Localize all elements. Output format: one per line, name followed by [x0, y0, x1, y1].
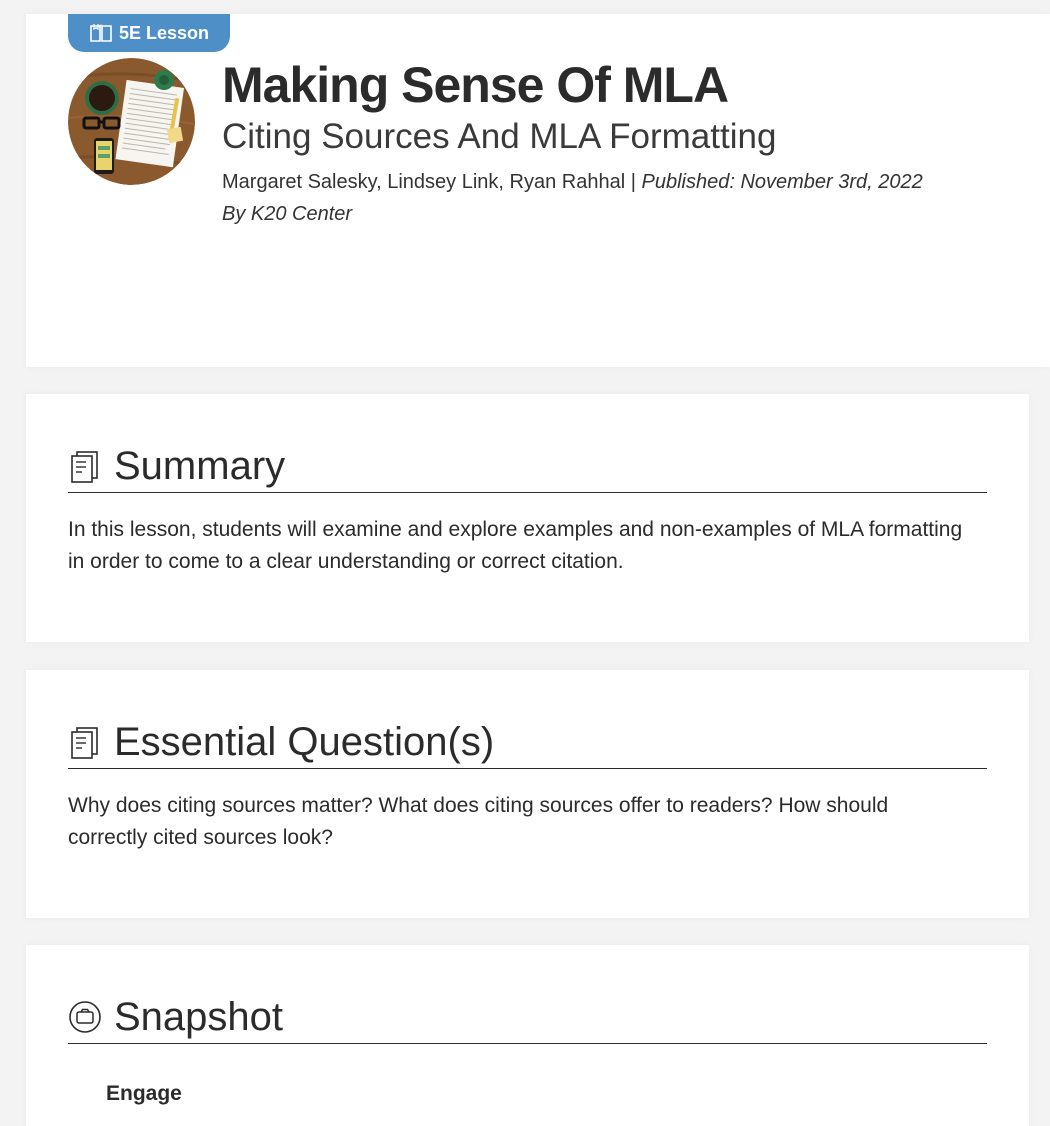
- page-title: Making Sense Of MLA: [222, 57, 729, 113]
- page-subtitle: Citing Sources And MLA Formatting: [222, 117, 777, 156]
- document-icon: [68, 449, 102, 483]
- published-date: Published: November 3rd, 2022: [641, 171, 923, 193]
- authors: Margaret Salesky, Lindsey Link, Ryan Rahhal |: [222, 171, 642, 193]
- lesson-title-block: [222, 54, 1022, 230]
- snapshot-title: Snapshot: [114, 995, 284, 1039]
- essential-questions-text: Why does citing sources matter? What does citing sources offer to readers? How should correctly cited sources look?: [68, 794, 889, 849]
- snapshot-heading: [68, 991, 987, 1044]
- snapshot-section: [26, 945, 1029, 1126]
- camera-icon: [68, 1000, 102, 1034]
- publisher: By K20 Center: [222, 203, 353, 225]
- summary-title: Summary: [114, 444, 286, 488]
- summary-heading: [68, 440, 987, 493]
- author-line: [222, 166, 1022, 198]
- document-icon: [68, 725, 102, 759]
- essential-questions-title: Essential Question(s): [114, 720, 495, 764]
- lesson-thumbnail: [68, 58, 195, 185]
- essential-questions-heading: [68, 716, 987, 769]
- lesson-header-card: [26, 14, 1050, 367]
- snapshot-engage-heading: Engage: [106, 1082, 182, 1105]
- summary-text: In this lesson, students will examine and explore examples and non-examples of MLA formatting in order to come to a clear understanding or correct citation.: [68, 518, 963, 573]
- lesson-type-label: 5E Lesson: [118, 22, 210, 43]
- open-book-icon: [89, 23, 113, 43]
- summary-section: [26, 394, 1029, 642]
- lesson-type-badge[interactable]: [68, 14, 230, 52]
- essential-questions-section: [26, 670, 1029, 918]
